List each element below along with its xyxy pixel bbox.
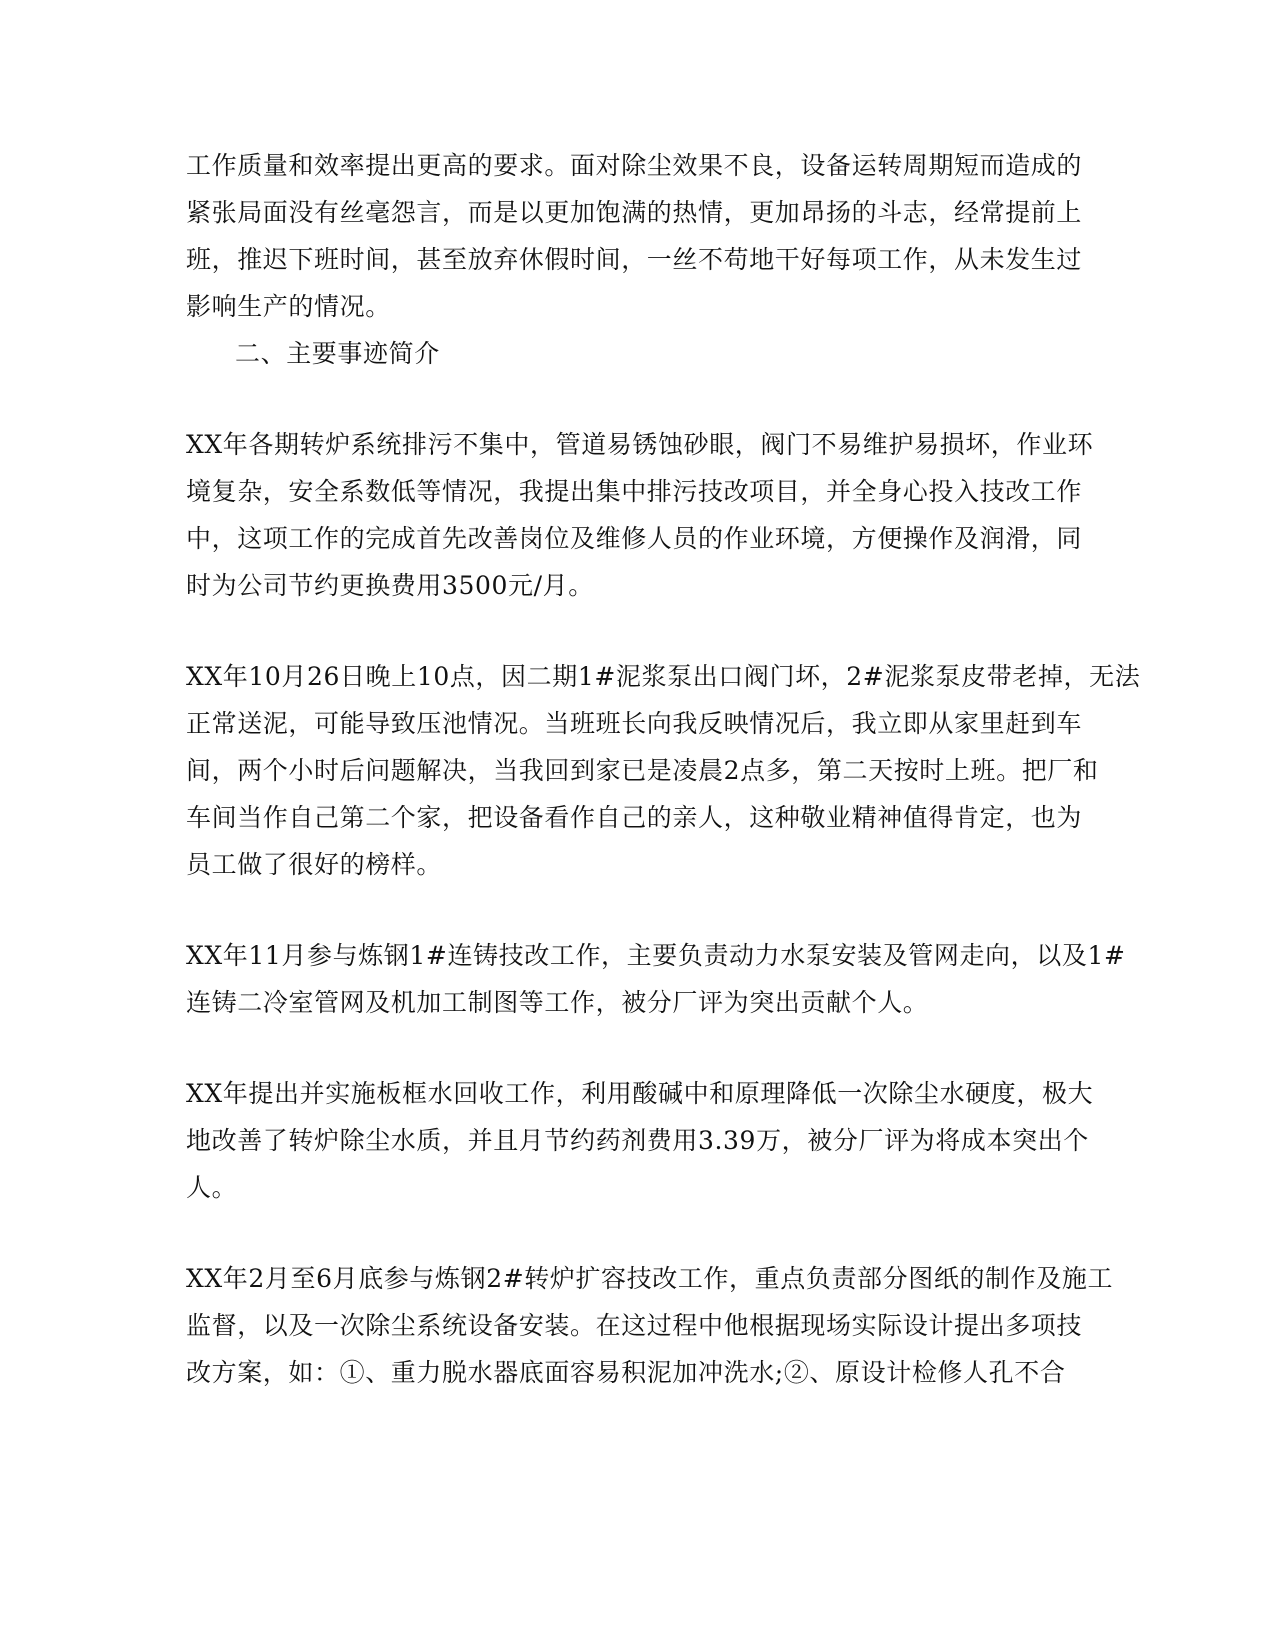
section-heading: 二、主要事迹简介 xyxy=(235,339,440,368)
text-line: XX年提出并实施板框水回收工作，利用酸碱中和原理降低一次除尘水硬度，极大 xyxy=(186,1079,1094,1108)
text-line: 改方案，如：①、重力脱水器底面容易积泥加冲洗水;②、原设计检修人孔不合 xyxy=(186,1358,1066,1387)
text-line: 人。 xyxy=(186,1173,238,1202)
text-line: XX年各期转炉系统排污不集中，管道易锈蚀砂眼，阀门不易维护易损坏，作业环 xyxy=(186,430,1094,459)
text-line: XX年11月参与炼钢1#连铸技改工作，主要负责动力水泵安装及管网走向，以及1# xyxy=(186,941,1126,970)
text-line: 中，这项工作的完成首先改善岗位及维修人员的作业环境，方便操作及润滑，同 xyxy=(186,524,1083,553)
text-line: 地改善了转炉除尘水质，并且月节约药剂费用3.39万，被分厂评为将成本突出个 xyxy=(186,1126,1089,1155)
text-line: 监督，以及一次除尘系统设备安装。在这过程中他根据现场实际设计提出多项技 xyxy=(186,1311,1083,1340)
text-line: 正常送泥，可能导致压池情况。当班班长向我反映情况后，我立即从家里赶到车 xyxy=(186,709,1083,738)
text-line: 工作质量和效率提出更高的要求。面对除尘效果不良，设备运转周期短而造成的 xyxy=(186,151,1083,180)
text-line: 员工做了很好的榜样。 xyxy=(186,850,443,879)
text-line: 紧张局面没有丝毫怨言，而是以更加饱满的热情，更加昂扬的斗志，经常提前上 xyxy=(186,198,1083,227)
text-line: 影响生产的情况。 xyxy=(186,292,391,321)
text-line: 连铸二冷室管网及机加工制图等工作，被分厂评为突出贡献个人。 xyxy=(186,988,929,1017)
text-line: 境复杂，安全系数低等情况，我提出集中排污技改项目，并全身心投入技改工作 xyxy=(186,477,1083,506)
text-line: 车间当作自己第二个家，把设备看作自己的亲人，这种敬业精神值得肯定，也为 xyxy=(186,803,1083,832)
text-line: XX年2月至6月底参与炼钢2#转炉扩容技改工作，重点负责部分图纸的制作及施工 xyxy=(186,1264,1114,1293)
text-line: 时为公司节约更换费用3500元/月。 xyxy=(186,571,594,600)
text-line: 班，推迟下班时间，甚至放弃休假时间，一丝不苟地干好每项工作，从未发生过 xyxy=(186,245,1083,274)
text-line: XX年10月26日晚上10点，因二期1#泥浆泵出口阀门坏，2#泥浆泵皮带老掉，无法 xyxy=(186,662,1141,691)
text-line: 间，两个小时后问题解决，当我回到家已是凌晨2点多，第二天按时上班。把厂和 xyxy=(186,756,1099,785)
